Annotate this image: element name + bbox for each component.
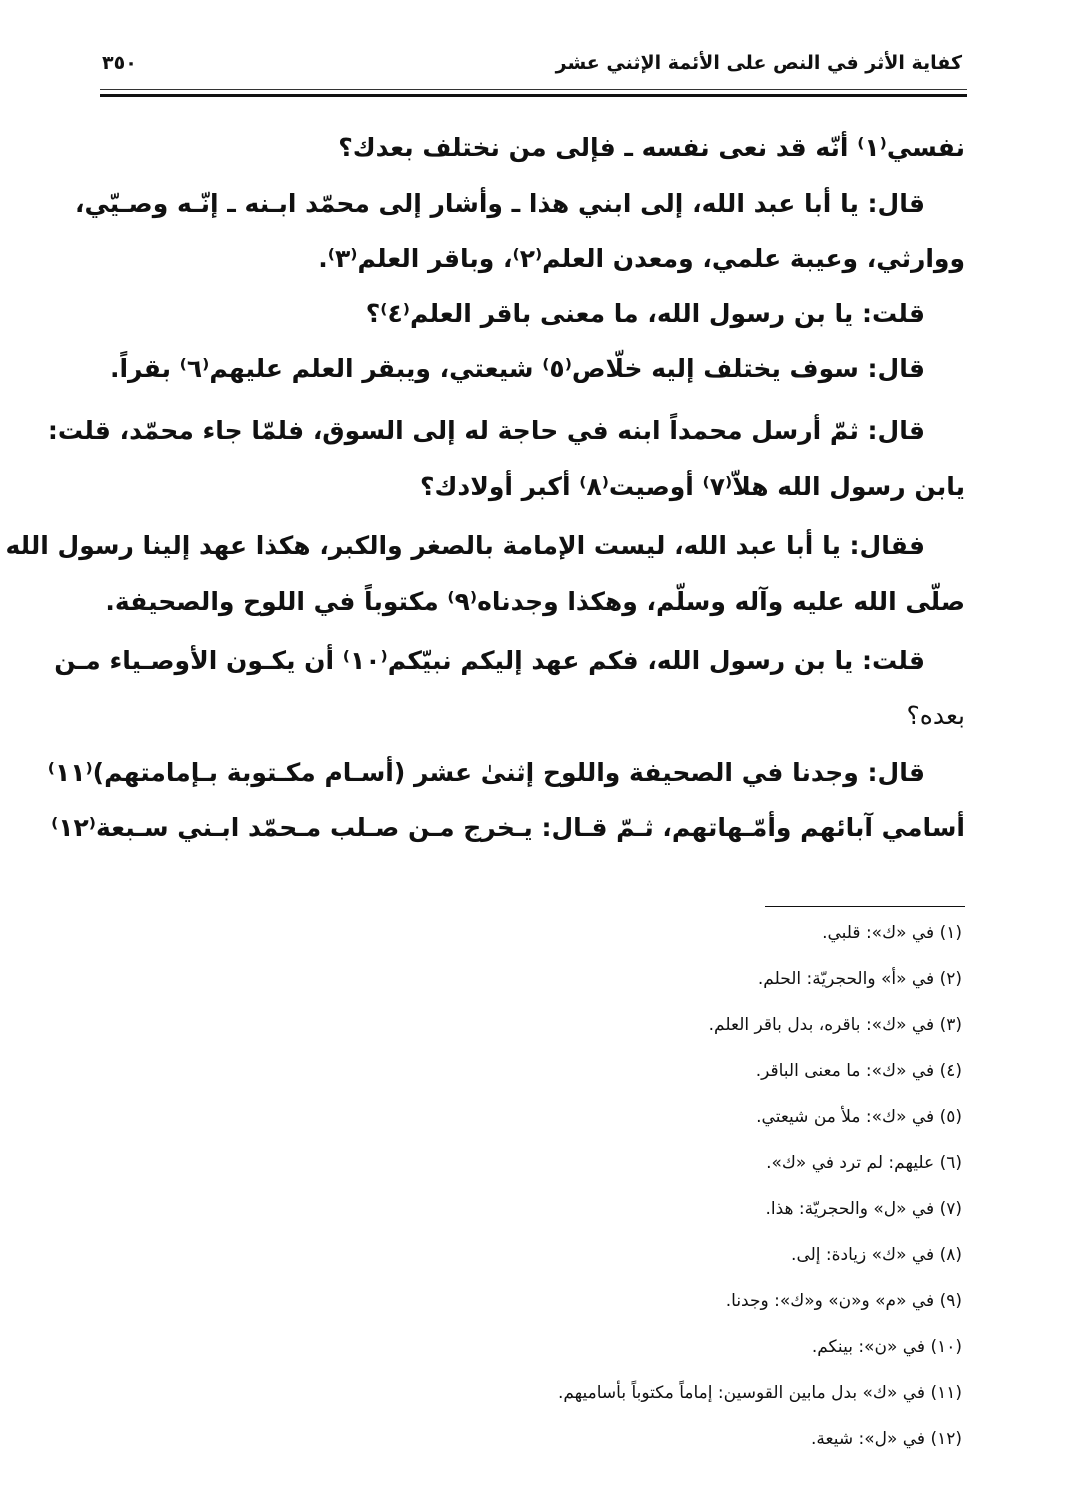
body-line: صلّى الله عليه وآله وسلّم، وهكذا وجدناه⁽٩⁾ مكتوباً في اللوح والصحيفة. <box>105 587 965 616</box>
body-line: قال: ثمّ أرسل محمداً ابنه في حاجة له إلى السوق، فلمّا جاء محمّد، قلت: <box>47 416 925 445</box>
body-line: قال: سوف يختلف إليه خلّاص⁽٥⁾ شيعتي، ويبقر العلم عليهم⁽٦⁾ بقراً. <box>109 354 925 383</box>
body-line: ووارثي، وعيبة علمي، ومعدن العلم⁽٢⁾، وباقر العلم⁽٣⁾. <box>318 244 965 273</box>
footnote: (١٠) في «ن»: بينكم. <box>811 1337 962 1357</box>
body-line: قال: يا أبا عبد الله، إلى ابني هذا ـ وأشار إلى محمّد ابـنه ـ إنّـه وصـيّي، <box>75 189 925 218</box>
page-number: ٣٥٠ <box>102 52 137 74</box>
header-rule-thin <box>100 89 967 90</box>
footnote: (٦) عليهم: لم ترد في «ك». <box>766 1153 962 1173</box>
footnote: (٧) في «ل» والحجريّة: هذا. <box>765 1199 962 1219</box>
footnote-separator <box>765 906 965 907</box>
footnote: (٢) في «أ» والحجريّة: الحلم. <box>757 969 962 989</box>
body-line: فقال: يا أبا عبد الله، ليست الإمامة بالصغر والكبر، هكذا عهد إلينا رسول الله <box>5 531 925 560</box>
body-line: بعده؟ <box>906 701 965 730</box>
footnote: (٨) في «ك» زيادة: إلى. <box>791 1245 962 1265</box>
body-line: قال: وجدنا في الصحيفة واللوح إثنىٰ عشر (أسـام مكـتوبة بـإمامتهم)⁽١١⁾ <box>47 758 925 787</box>
footnote: (١٢) في «ل»: شيعة. <box>810 1429 962 1449</box>
body-line: نفسي⁽١⁾ أنّه قد نعى نفسه ـ فإلى من نختلف بعدك؟ <box>338 133 965 162</box>
body-line: قلت: يا بن رسول الله، ما معنى باقر العلم⁽٤⁾؟ <box>365 299 925 328</box>
running-header-title: كفاية الأثر في النص على الأئمة الإثني عشر <box>555 52 962 74</box>
body-line: يابن رسول الله هلاّ⁽٧⁾ أوصيت⁽٨⁾ أكبر أولادك؟ <box>420 472 965 501</box>
header-rule-thick <box>100 94 967 97</box>
footnote: (٥) في «ك»: ملأ من شيعتي. <box>756 1107 962 1127</box>
footnote: (٩) في «م» و«ن» و«ك»: وجدنا. <box>725 1291 962 1311</box>
footnote: (٣) في «ك»: باقره، بدل باقر العلم. <box>708 1015 962 1035</box>
body-line: قلت: يا بن رسول الله، فكم عهد إليكم نبيّكم⁽١٠⁾ أن يكـون الأوصـياء مـن <box>54 646 925 675</box>
footnote: (١١) في «ك» بدل مابين القوسين: إماماً مكتوباً بأساميهم. <box>557 1383 962 1403</box>
body-line: أسامي آبائهم وأمّـهاتهم، ثـمّ قـال: يـخرج مـن صـلب مـحمّد ابـني سـبعة⁽١٢⁾ <box>51 813 965 842</box>
footnote: (٤) في «ك»: ما معنى الباقر. <box>755 1061 962 1081</box>
footnote: (١) في «ك»: قلبي. <box>822 923 962 943</box>
